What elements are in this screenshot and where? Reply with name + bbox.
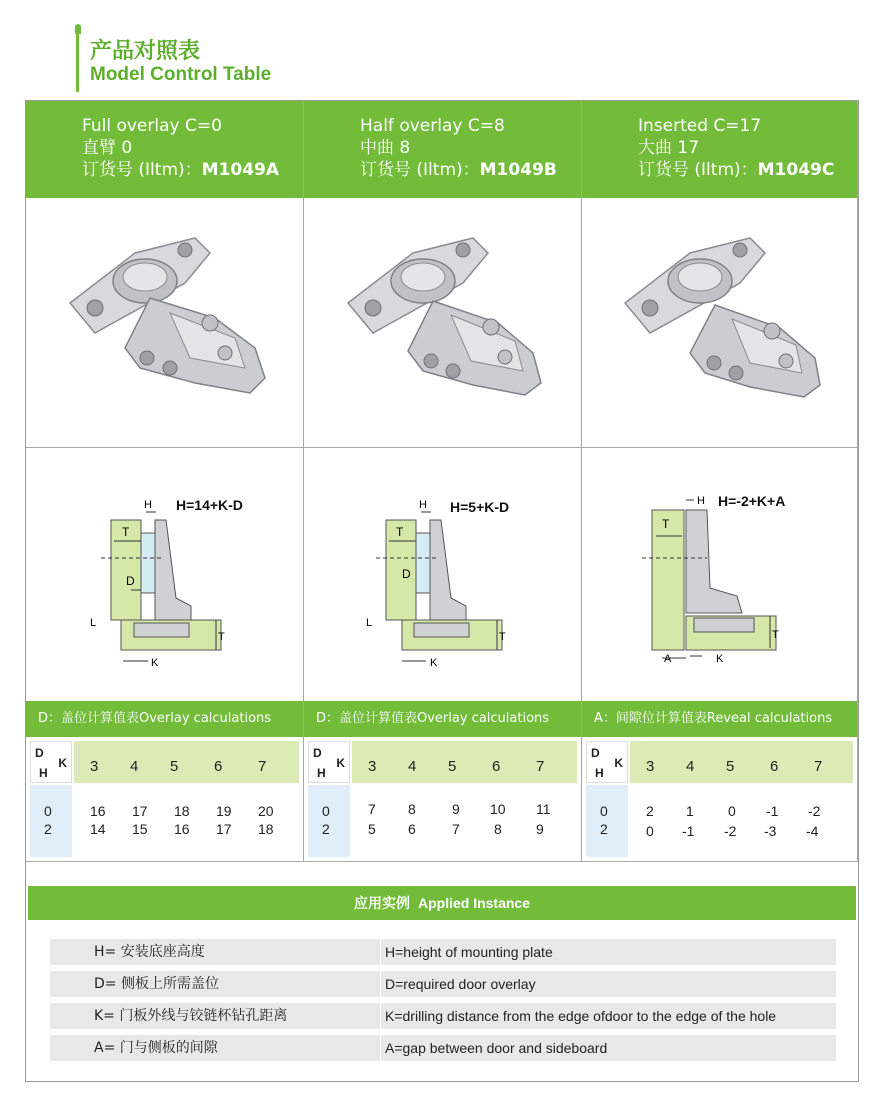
formula-text: H=14+K-D	[176, 497, 243, 513]
legend-en: A=gap between door and sideboard	[380, 1035, 607, 1061]
dk-corner-cell: D K H	[586, 741, 628, 783]
table-cell: 9	[536, 821, 544, 837]
table-cell: 1	[686, 803, 694, 819]
table-cell: 10	[490, 801, 506, 817]
table-cell: -2	[808, 803, 821, 819]
installation-diagram	[582, 448, 857, 701]
table-cell: 8	[494, 821, 502, 837]
legend-en: H=height of mounting plate	[380, 939, 553, 965]
applied-instance-header	[28, 886, 856, 920]
svg-text:T: T	[499, 631, 506, 643]
table-cell: 9	[452, 801, 460, 817]
table-cell: -4	[806, 823, 819, 839]
table-cell: 17	[216, 821, 232, 837]
column-inserted	[582, 101, 858, 861]
table-cell: 8	[408, 801, 416, 817]
applied-title-en: Applied Instance	[417, 895, 531, 911]
svg-text:T: T	[396, 525, 404, 539]
svg-text:L: L	[366, 617, 373, 629]
model-number: M1049B	[479, 160, 557, 180]
hinge-image	[582, 198, 857, 448]
table-cell: -3	[764, 823, 777, 839]
column-half-overlay	[304, 101, 582, 861]
table-cell: 11	[536, 801, 551, 817]
column-name: Full overlay C=0	[82, 116, 222, 136]
table-cell: 0	[646, 823, 654, 839]
hinge-image	[304, 198, 581, 448]
calc-table	[304, 737, 581, 861]
table-cell: 16	[174, 821, 190, 837]
svg-text:K: K	[716, 653, 724, 665]
table-cell: 7	[368, 801, 376, 817]
column-header	[582, 101, 857, 198]
table-cell: 7	[452, 821, 460, 837]
legend-row	[50, 1003, 836, 1029]
page-title-cn: 产品对照表	[90, 39, 201, 64]
legend-row	[50, 971, 836, 997]
svg-text:H: H	[144, 499, 152, 511]
h-header-col: 0 2	[308, 785, 350, 857]
table-cell: 20	[258, 803, 274, 819]
table-cell: -1	[682, 823, 695, 839]
calc-table-title: D：盖位计算值表Overlay calculations	[26, 701, 303, 737]
installation-diagram	[304, 448, 581, 701]
column-name-cn: 中曲 8	[360, 138, 411, 158]
column-name-cn: 大曲 17	[638, 138, 700, 158]
legend-en: K=drilling distance from the edge ofdoor to the edge of the hole	[380, 1003, 776, 1029]
svg-text:T: T	[772, 629, 779, 641]
model-table	[25, 100, 859, 1082]
diagram-drawing	[582, 448, 858, 701]
dk-corner-cell: D K H	[308, 741, 350, 783]
column-name-cn: 直臂 0	[82, 138, 133, 158]
table-cell: 19	[216, 803, 232, 819]
svg-text:T: T	[662, 517, 670, 531]
legend-row	[50, 1035, 836, 1061]
h-header-col: 0 2	[30, 785, 72, 857]
svg-text:T: T	[218, 631, 225, 643]
legend-cn: H= 安装底座高度	[94, 944, 205, 960]
header-accent-bar	[76, 30, 79, 92]
svg-text:D: D	[126, 574, 135, 588]
table-cell: 14	[90, 821, 106, 837]
legend-cn: K= 门板外线与铰链杯钻孔距离	[94, 1008, 288, 1024]
model-number: M1049C	[757, 160, 835, 180]
hinge-illustration	[26, 198, 304, 448]
svg-text:L: L	[90, 617, 97, 629]
column-name: Half overlay C=8	[360, 116, 505, 136]
diagram-drawing	[26, 448, 304, 701]
hinge-image	[26, 198, 303, 448]
table-cell: 0	[728, 803, 736, 819]
formula-text: H=-2+K+A	[718, 493, 786, 509]
column-header	[26, 101, 303, 198]
installation-diagram	[26, 448, 303, 701]
applied-title-cn: 应用实例	[353, 895, 410, 911]
table-cell: 5	[368, 821, 376, 837]
svg-text:A: A	[664, 653, 672, 665]
legend-cn: A= 门与侧板的间隙	[94, 1040, 218, 1056]
svg-text:K: K	[151, 657, 159, 669]
table-cell: 6	[408, 821, 416, 837]
svg-text:D: D	[402, 567, 411, 581]
legend-row	[50, 939, 836, 965]
table-cell: 17	[132, 803, 148, 819]
hinge-illustration	[582, 198, 858, 448]
k-header-row: 3 4 5 6 7	[74, 741, 299, 783]
column-full-overlay	[26, 101, 304, 861]
column-name: Inserted C=17	[638, 116, 762, 136]
table-cell: 2	[646, 803, 654, 819]
h-header-col: 0 2	[586, 785, 628, 857]
column-item: 订货号 (Iltm)：M1049A	[82, 160, 280, 180]
table-cell: -1	[766, 803, 779, 819]
table-cell: -2	[724, 823, 737, 839]
table-cell: 18	[258, 821, 274, 837]
calc-table-title: D：盖位计算值表Overlay calculations	[304, 701, 581, 737]
column-header	[304, 101, 581, 198]
section-divider	[26, 861, 858, 862]
column-item: 订货号 (Iltm)：M1049B	[360, 160, 557, 180]
svg-text:H: H	[419, 499, 427, 511]
hinge-illustration	[304, 198, 582, 448]
legend-cn: D= 侧板上所需盖位	[94, 976, 219, 992]
svg-text:T: T	[122, 525, 130, 539]
page-title-en: Model Control Table	[90, 64, 272, 85]
svg-text:K: K	[430, 657, 438, 669]
dk-corner-cell: D K H	[30, 741, 72, 783]
calc-table	[582, 737, 857, 861]
table-cell: 18	[174, 803, 190, 819]
svg-text:H: H	[697, 495, 705, 507]
k-header-row: 3 4 5 6 7	[352, 741, 577, 783]
table-cell: 16	[90, 803, 106, 819]
column-item: 订货号 (Iltm)：M1049C	[638, 160, 835, 180]
calc-table	[26, 737, 303, 861]
calc-table-title: A：间隙位计算值表Reveal calculations	[582, 701, 857, 737]
k-header-row: 3 4 5 6 7	[630, 741, 853, 783]
table-cell: 15	[132, 821, 148, 837]
diagram-drawing	[304, 448, 582, 701]
formula-text: H=5+K-D	[450, 499, 510, 515]
model-number: M1049A	[201, 160, 280, 180]
legend-en: D=required door overlay	[380, 971, 536, 997]
